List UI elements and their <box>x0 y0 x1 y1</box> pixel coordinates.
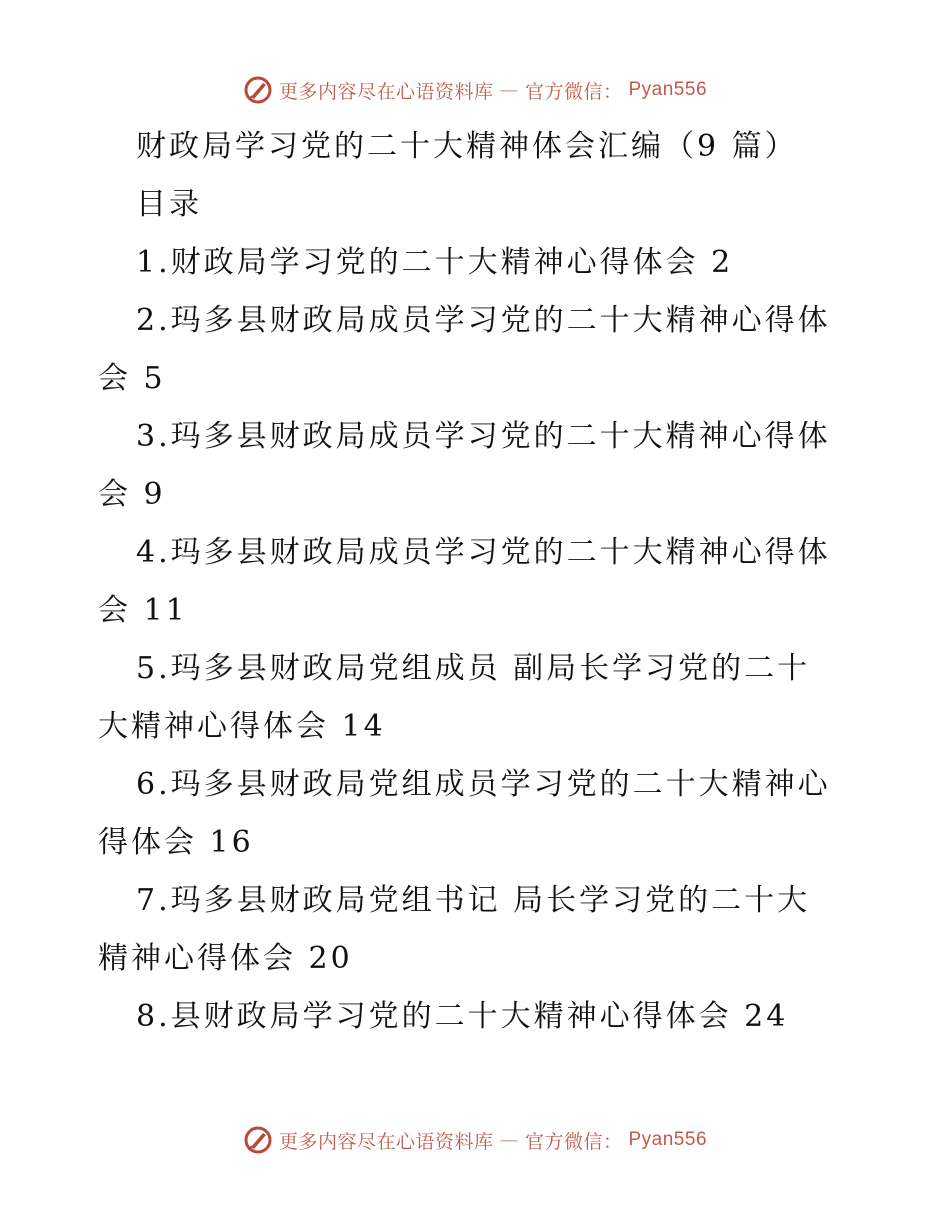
watermark-dash: — <box>499 1129 519 1151</box>
toc-item-6[interactable] <box>98 756 858 872</box>
header-watermark <box>0 70 950 110</box>
toc-item-8[interactable] <box>98 988 858 1046</box>
toc-item-continuation: 会 5 <box>98 361 166 396</box>
watermark-suffix: 官方微信： <box>524 80 623 103</box>
toc-item-4[interactable] <box>98 524 858 640</box>
toc-item-continuation: 精神心得体会 20 <box>98 941 353 976</box>
toc-item-text: 1.财政局学习党的二十大精神心得体会 2 <box>136 245 734 280</box>
watermark-wechat-id: Pyan556 <box>628 1129 708 1150</box>
watermark-text: 更多内容尽在心语资料库 <box>278 80 494 103</box>
toc-item-text: 8.县财政局学习党的二十大精神心得体会 24 <box>136 999 789 1034</box>
watermark-dash: — <box>499 79 519 101</box>
toc-item-continuation: 会 11 <box>98 593 188 628</box>
toc-item-2[interactable] <box>98 292 858 408</box>
document-body <box>98 118 858 1046</box>
toc-item-3[interactable] <box>98 408 858 524</box>
toc-item-continuation: 大精神心得体会 14 <box>98 709 386 744</box>
toc-item-text: 6.玛多县财政局党组成员学习党的二十大精神心 <box>136 767 831 802</box>
footer-watermark <box>0 1120 950 1160</box>
document-title: 财政局学习党的二十大精神体会汇编（9 篇） <box>136 129 798 164</box>
toc-item-text: 7.玛多县财政局党组书记 局长学习党的二十大 <box>136 883 811 918</box>
toc-heading: 目录 <box>136 187 202 222</box>
feather-pen-logo-icon <box>243 1125 273 1155</box>
watermark-suffix: 官方微信： <box>524 1130 623 1153</box>
toc-item-text: 5.玛多县财政局党组成员 副局长学习党的二十 <box>136 651 811 686</box>
watermark-text: 更多内容尽在心语资料库 <box>278 1130 494 1153</box>
toc-item-text: 3.玛多县财政局成员学习党的二十大精神心得体 <box>136 419 831 454</box>
toc-item-7[interactable] <box>98 872 858 988</box>
toc-item-continuation: 得体会 16 <box>98 825 254 860</box>
toc-item-5[interactable] <box>98 640 858 756</box>
feather-pen-logo-icon <box>243 75 273 105</box>
toc-item-text: 2.玛多县财政局成员学习党的二十大精神心得体 <box>136 303 831 338</box>
toc-item-text: 4.玛多县财政局成员学习党的二十大精神心得体 <box>136 535 831 570</box>
toc-item-1[interactable] <box>98 234 858 292</box>
toc-item-continuation: 会 9 <box>98 477 166 512</box>
watermark-wechat-id: Pyan556 <box>628 79 708 100</box>
